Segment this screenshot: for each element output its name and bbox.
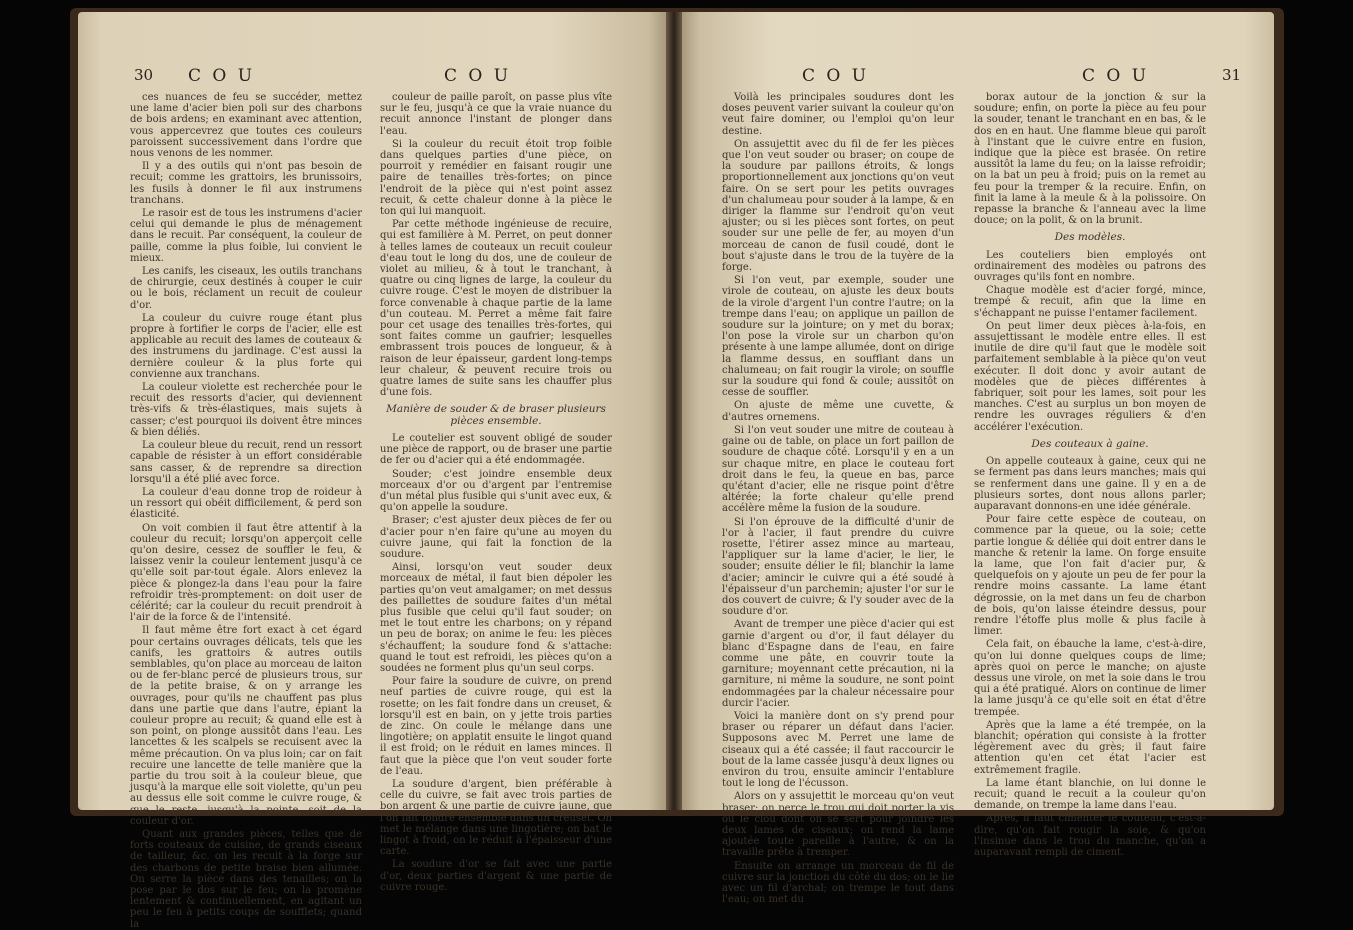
running-head-right: C O U — [1082, 66, 1150, 86]
paragraph: On voit combien il faut être attentif à la couleur du recuit; lorsqu'on apperçoit celle qu'on desire, cessez de souffler le feu, & laissez venir la couleur lentement jusqu'à ce qu'elle soit par-tout égale. Alors enlevez la pièce & plongez-la dans l'eau pour la faire refroidir très-promptement: on doit user de célérité; car la couleur du recuit prendroit à l'air de la force & de l'intensité. — [130, 522, 362, 624]
paragraph: Si l'on veut, par exemple, souder une virole de couteau, on ajuste les deux bouts de la virole d'argent l'un contre l'autre; on la trempe dans l'eau; on applique un paillon de soudure sur la jointure; on y met du borax; l'on pose la virole sur un charbon qu'on présente à une lampe allumée, dont on dirige la flamme dessus, en soufflant dans un chalumeau; on fait rougir la virole; on souffle sur la soudure qui fond & coule; aussitôt on cesse de souffler. — [722, 275, 954, 399]
page-number: 30 — [134, 66, 154, 84]
left-page — [78, 12, 666, 930]
paragraph: Voici la manière dont on s'y prend pour braser ou réparer un défaut dans l'acier. Supposons avec M. Perret une lame de ciseaux qui a été cassée; il faut raccourcir le bout de la lame cassée jusqu'à deux lignes ou environ du trou, ensuite amincir l'entablure tout le long de l'écusson. — [722, 710, 954, 790]
paragraph: Il y a des outils qui n'ont pas besoin de recuit; comme les grattoirs, les brunissoirs, les fusils à donner le fil aux instrumens tranchans. — [130, 161, 362, 206]
paragraph: On ajuste de même une cuvette, & d'autres ornemens. — [722, 400, 954, 423]
paragraph: Après que la lame a été trempée, on la blanchit; opération qui consiste à la frotter légèrement avec du grès; il faut faire attention qu'en cet état l'acier est extrêmement fragile. — [974, 719, 1206, 776]
paragraph: couleur de paille paroît, on passe plus vîte sur le feu, jusqu'à ce que la vraie nuance du recuit annonce l'instant de plonger dans l'eau. — [380, 92, 612, 137]
paragraph: Les canifs, les ciseaux, les outils tranchans de chirurgie, ceux destinés à couper le cuir ou le bois, réclament un recuit de couleur d'or. — [130, 266, 362, 311]
running-head-left: C O U — [802, 66, 870, 86]
paragraph: Si l'on veut souder une mitre de couteau à gaine ou de table, on place un fort paillon de soudure de chaque côté. Lorsqu'il y en a un sur chaque mitre, en place le couteau fort droit dans le feu, la queue en bas, parce qu'étant d'acier, elle ne risque point d'être altérée; la forte chaleur qu'elle prend accélère même la fusion de la soudure. — [722, 424, 954, 515]
paragraph: Pour faire cette espèce de couteau, on commence par la queue, ou la soie; cette partie longue & déliée qui doit entrer dans le manche & retenir la lame. On forge ensuite la lame, que l'on fait d'acier pur, & quelquefois on y ajoute un peu de fer pour la rendre moins cassante. La lame étant dégrossie, on la met dans un feu de charbon de bois, qu'on laisse éteindre dessus, pour rendre l'étoffe plus molle & plus facile à limer. — [974, 514, 1206, 638]
paragraph: Alors on y assujettit le morceau qu'on veut braser; on perce le trou qui doit porter la vis ou le clou dont on se sert pour joindre les deux lames de ciseaux; on rend la lame ajoutée toute pareille à l'autre, & on la travaille prête à tremper. — [722, 791, 954, 859]
paragraph: Le rasoir est de tous les instrumens d'acier celui qui demande le plus de ménagement dans le recuit. Par conséquent, la couleur de paille, comme la plus foible, lui convient le mieux. — [130, 208, 362, 264]
paragraph: Par cette méthode ingénieuse de recuire, qui est familière à M. Perret, on peut donner à telles lames de couteaux un recuit couleur d'eau tout le long du dos, une de couleur de violet au milieu, & à tout le tranchant, à quatre ou cinq lignes de large, la couleur du cuivre rouge. C'est le moyen de distribuer la force convenable à chaque partie de la lame d'un couteau. M. Perret a même fait faire pour cet usage des tenailles très-fortes, qui sont faites comme un gaufrier; lesquelles embrassent trois pouces de longueur, & à raison de leur épaisseur, gardent long-temps leur chaleur, & peuvent recuire trois ou quatre lames de suite sans les chauffer plus d'une fois. — [380, 219, 612, 399]
paragraph: Souder; c'est joindre ensemble deux morceaux d'or ou d'argent par l'entremise d'un métal plus fusible qui s'unit avec eux, & qu'on appelle la soudure. — [380, 468, 612, 514]
paragraph: La soudure d'argent, bien préférable à celle du cuivre, se fait avec trois parties de bon argent & une partie de cuivre jaune, que l'on fait fondre ensemble dans un creuset. On met le mélange dans une lingotière; on bat le lingot à froid, on le réduit à l'épaisseur d'une carte. — [380, 778, 612, 858]
paragraph: Avant de tremper une pièce d'acier qui est garnie d'argent ou d'or, il faut délayer du blanc d'Espagne dans de l'eau, en faire comme une pâte, en couvrir toute la garniture; moyennant cette précaution, ni la garniture, ni même la soudure, ne sont point endommagées par la chaleur nécessaire pour durcir l'acier. — [722, 619, 954, 709]
paragraph: On assujettit avec du fil de fer les pièces que l'on veut souder ou braser; on coupe de la soudure par paillons étroits, & longs proportionnellement aux jonctions qu'on veut faire. On se sert pour les petits ouvrages d'un chalumeau pour souder à la lampe, & en diriger la flamme sur l'endroit qu'on veut ajuster; ou si les pièces sont fortes, on peut souder sur une pelle de fer, au moyen d'un morceau de canon de fusil coudé, dont le bout s'ajuste dans le trou de la tuyère de la forge. — [722, 138, 954, 274]
paragraph: La couleur bleue du recuit, rend un ressort capable de résister à un effort considérable sans casser, & de reprendre sa direction lorsqu'il a été plié avec force. — [130, 440, 362, 485]
paragraph: Braser; c'est ajuster deux pièces de fer ou d'acier pour n'en faire qu'une au moyen du cuivre jaune, qui fait la fonction de la soudure. — [380, 515, 612, 560]
paragraph: Pour faire la soudure de cuivre, on prend neuf parties de cuivre rouge, qui est la rosette; on les fait fondre dans un creuset, & lorsqu'il est en bain, on y jette trois parties de zinc. On coule le mélange dans une lingotière; on applatit ensuite le lingot quand il est froid; on le réduit en lames minces. Il faut que la pièce que l'on veut souder forte de l'eau. — [380, 676, 612, 777]
section-heading: Des couteaux à gaine. — [1031, 437, 1149, 450]
paragraph: La couleur d'eau donne trop de roideur à un ressort qui obéit difficilement, & perd son élasticité. — [130, 486, 362, 521]
running-head-right: C O U — [444, 66, 512, 86]
text-column — [722, 92, 954, 906]
paragraph: borax autour de la jonction & sur la soudure; enfin, on porte la pièce au feu pour la souder, tenant le tranchant en en bas, & le dos en en haut. Une flamme bleue qui paroît à l'instant que le cuivre entre en fusion, indique que la pièce est brasée. On retire aussitôt la lame du feu; on la laisse refroidir; on la bat un peu à froid; puis on la remet au feu pour la tremper & la recuire. Enfin, on finit la lame à la meule & à la polissoire. On repasse la branche & l'anneau avec la lime douce; on la polit, & on la brunit. — [974, 92, 1206, 227]
book-gutter — [666, 12, 682, 810]
paragraph: Chaque modèle est d'acier forgé, mince, trempé & recuit, afin que la lime en s'échappant ne puisse l'entamer facilement. — [974, 285, 1206, 319]
paragraph: La couleur violette est recherchée pour le recuit des ressorts d'acier, qui deviennent très-vifs & très-élastiques, mais sujets à casser; c'est pourquoi ils doivent être minces & bien déliés. — [130, 382, 362, 438]
paragraph: La soudure d'or se fait avec une partie d'or, deux parties d'argent & une partie de cuivre rouge. — [380, 859, 612, 893]
text-column — [380, 92, 612, 893]
paragraph: Il faut même être fort exact à cet égard pour certains ouvrages délicats, tels que les canifs, les grattoirs & autres outils semblables, qu'on place au morceau de laiton ou de fer-blanc percé de plusieurs trous, sur de la petite braise, & on y arrange les ouvrages, pour qu'ils ne chauffent pas plus dans une partie que dans l'autre, épiant la couleur propre au recuit; & quand elle est à son point, on plonge aussitôt dans l'eau. Les lancettes & les scalpels se recuisent avec la même précaution. On va plus loin; car on fait recuire une lancette de telle manière que la partie du trou soit à la couleur bleue, que jusqu'à la marque elle soit violette, qu'un peu au dessus elle soit comme le cuivre rouge, & que le reste, jusqu'à la pointe, soit de la couleur d'or. — [130, 625, 362, 827]
paragraph: Ensuite on arrange un morceau de fil de cuivre sur la jonction du côté du dos; on le lie avec un fil d'archal; on trempe le tout dans l'eau; on met du — [722, 860, 954, 906]
paragraph: Si l'on éprouve de la difficulté d'unir de l'or à l'acier, il faut prendre du cuivre rosette, l'étirer assez mince au marteau, l'appliquer sur la lame d'acier, le lier, le souder; ensuite délier le fil; blanchir la lame d'acier; amincir le cuivre qui a été soudé à l'épaisseur d'un parchemin; ajuster l'or sur le dos couvert de cuivre; & l'y souder avec de la soudure d'or. — [722, 516, 954, 618]
open-book — [70, 8, 1284, 930]
paragraph: Le coutelier est souvent obligé de souder une pièce de rapport, ou de braser une partie de fer ou d'acier qui a été endommagée. — [380, 432, 612, 467]
paragraph: Cela fait, on ébauche la lame, c'est-à-dire, qu'on lui donne quelques coups de lime; après quoi on perce le manche; on ajuste dessus une virole, on met la soie dans le trou qui a été pratiqué. Alors on continue de limer la lame jusqu'à ce qu'elle soit en état d'être trempée. — [974, 639, 1206, 718]
paragraph: Les couteliers bien employés ont ordinairement des modèles ou patrons des ouvrages qu'ils font en nombre. — [974, 249, 1206, 284]
text-column — [974, 92, 1206, 858]
paragraph: Ainsi, lorsqu'on veut souder deux morceaux de métal, il faut bien dépoler les parties qu'on veut amalgamer; on met dessus des paillettes de soudure faites d'un métal plus fusible que celui qu'il faut souder; on met le tout entre les charbons; on y répand un peu de borax; on anime le feu: les pièces s'échauffent; la soudure fond & s'attache: quand le tout est refroidi, les pièces qu'on a soudées ne forment plus qu'un seul corps. — [380, 562, 612, 674]
page-number: 31 — [1222, 66, 1242, 84]
paragraph: Après, il faut cimenter le couteau, c'est-à-dire, qu'on fait rougir la soie, & qu'on l'insinue dans le trou du manche, qu'on a auparavant rempli de ciment. — [974, 813, 1206, 858]
paragraph: Si la couleur du recuit étoit trop foible dans quelques parties d'une pièce, on pourroit y remédier en faisant rougir une paire de tenailles très-fortes; on pince l'endroit de la pièce qui n'est point assez recuit, & cette chaleur donne à la pièce le ton qui lui manquoit. — [380, 138, 612, 218]
paragraph: On peut limer deux pièces à-la-fois, en assujettissant le modèle entre elles. Il est inutile de dire qu'il faut que le modèle soit parfaitement semblable à la pièce qu'on veut exécuter. Il doit donc y avoir autant de modèles que de pièces différentes à fabriquer, soit pour les lames, soit pour les manches. C'est au surplus un bon moyen de rendre les ouvrages réguliers & d'en accélérer l'exécution. — [974, 320, 1206, 433]
paragraph: Quant aux grandes pièces, telles que de forts couteaux de cuisine, de grands ciseaux de tailleur, &c. on les recuit à la forge sur des charbons de petite braise bien allumée. On serre la pièce dans des tenailles; on la pose par le dos sur le feu; on la promène lentement & continuellement, en agitant un peu le feu à petits coups de soufflets; quand la — [130, 829, 362, 930]
section-heading: Des modèles. — [1054, 231, 1126, 244]
right-page — [682, 12, 1274, 906]
text-column — [130, 92, 362, 930]
paragraph: La couleur du cuivre rouge étant plus propre à fortifier le corps de l'acier, elle est applicable au recuit des lames de couteaux & des instrumens du jardinage. C'est aussi la dernière couleur & la plus forte qui convienne aux tranchans. — [130, 312, 362, 380]
paragraph: On appelle couteaux à gaine, ceux qui ne se ferment pas dans leurs manches; mais qui se renferment dans une gaine. Il y en a de plusieurs sortes, dont nous allons parler; auparavant donnons-en une idée générale. — [974, 456, 1206, 512]
paragraph: Voilà les principales soudures dont les doses peuvent varier suivant la couleur qu'on veut faire dominer, ou l'emploi qu'on leur destine. — [722, 92, 954, 137]
paragraph: La lame étant blanchie, on lui donne le recuit; quand le recuit a la couleur qu'on demande, on trempe la lame dans l'eau. — [974, 777, 1206, 812]
paragraph: ces nuances de feu se succéder, mettez une lame d'acier bien poli sur des charbons de bois ardens; en examinant avec attention, vous appercevrez que toutes ces couleurs paroissent successivement dans l'ordre que nous venons de les nommer. — [130, 92, 362, 160]
running-head-left: C O U — [188, 66, 256, 86]
section-heading: Manière de souder & de braser plusieurs pièces ensemble. — [386, 403, 606, 427]
